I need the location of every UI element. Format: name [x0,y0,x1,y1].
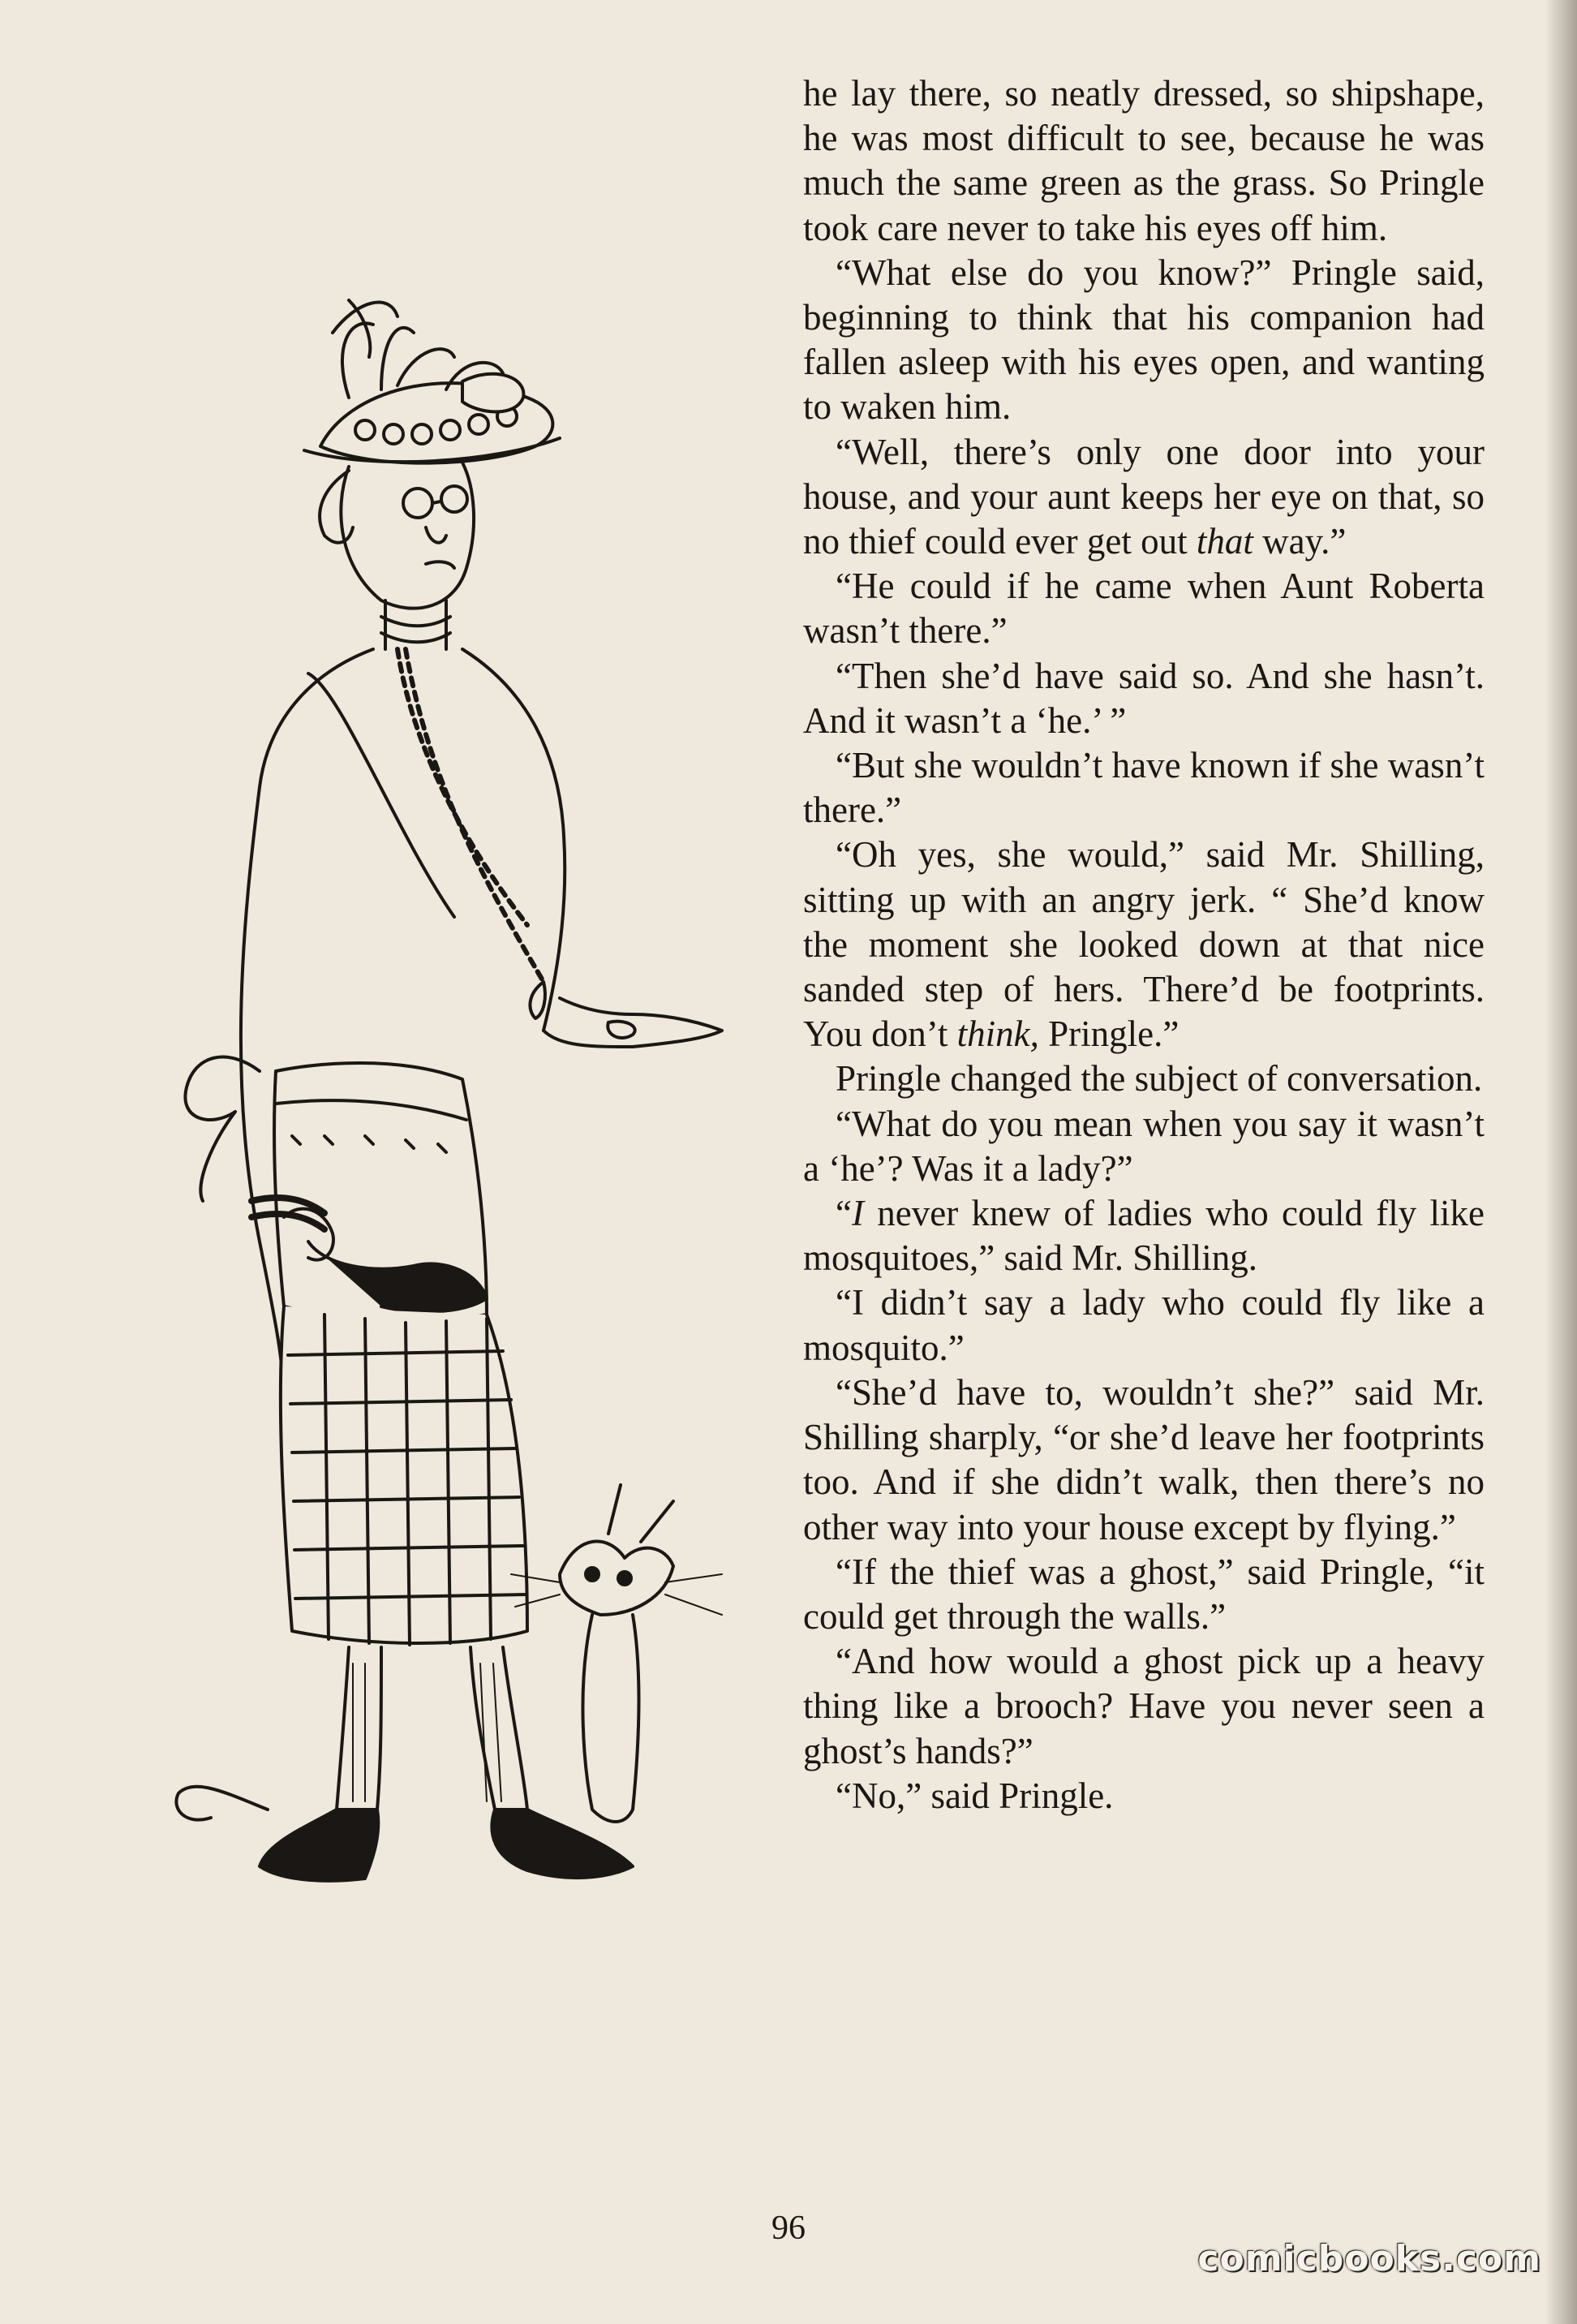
paragraph: “He could if he came when Aunt Roberta wasn’t there.” [803,566,1485,652]
watermark-logo[interactable]: comicbooks.com [1197,2238,1541,2279]
paragraph: “She’d have to, wouldn’t she?” said Mr. Shilling sharply, “or she’d leave her footprints too. And if she didn’t walk, then there’s no other way into your house except by flying.” [803,1371,1485,1547]
paragraph: “But she wouldn’t have known if she wasn’t there.” [803,745,1485,831]
page-number: 96 [771,2210,806,2247]
face [320,463,474,609]
paragraph: “What do you mean when you say it wasn’t a ‘he’? Was it a lady?” [803,1103,1485,1189]
page-edge-shadow [1545,0,1577,2324]
paragraph: “What else do you know?” Pringle said, beginning to think that his companion had fallen asleep with his eyes open, and wanting to waken him. [803,252,1485,428]
paragraph: “If the thief was a ghost,” said Pringle, “it could get through the walls.” [803,1551,1485,1637]
dress [185,649,722,1881]
neck-and-necklaces [381,600,545,1018]
paragraph: “No,” said Pringle. [836,1775,1114,1816]
paragraph: “Then she’d have said so. And she hasn’t. And it wasn’t a ‘he.’ ” [803,655,1485,741]
paragraph: “And how would a ghost pick up a heavy thing like a brooch? Have you never seen a ghost’s hands?” [803,1641,1485,1771]
paragraph: “I didn’t say a lady who could fly like a mosquito.” [803,1282,1485,1368]
body-text-column [803,71,1485,1818]
paragraph: he lay there, so neatly dressed, so shipshape, he was most difficult to see, because he was much the same green as the grass. So Pringle took care never to take his eyes off him. [803,73,1485,248]
paragraph: “Well, there’s only one door into your house, and your aunt keeps her eye on that, so no thief could ever get out that way.” [803,431,1485,562]
hat [304,300,560,463]
paragraph: Pringle changed the subject of conversation. [836,1058,1483,1100]
paragraph: “Oh yes, she would,” said Mr. Shilling, sitting up with an angry jerk. “ She’d know the moment she looked down at that nice sanded step of hers. There’d be footprints. You don’t think, Pringle.” [803,834,1485,1055]
aunt-with-cat-illustration [105,268,771,2053]
paragraph: “I never knew of ladies who could fly like mosquitoes,” said Mr. Shilling. [803,1193,1485,1279]
